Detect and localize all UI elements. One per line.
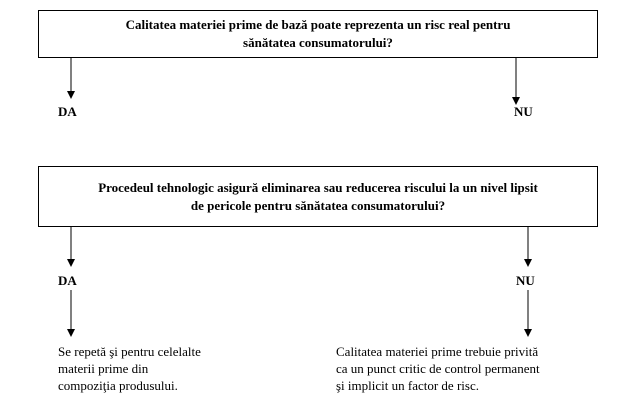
answer-1-no-label: NU: [514, 104, 533, 119]
question-1-line-1: Calitatea materiei prime de bază poate reprezenta un risc real pentru: [125, 17, 511, 32]
question-2-line-2: de pericole pentru sănătatea consumatorului?: [190, 197, 446, 213]
outcome-yes-text: Se repetă şi pentru celelalte materii prime din compoziţia produsului.: [58, 344, 201, 393]
answer-1-yes-label: DA: [58, 104, 77, 119]
answer-2-no-label: NU: [516, 273, 535, 288]
question-1-text: [126, 16, 511, 52]
answer-2-yes-label: DA: [58, 273, 77, 288]
question-2-line-1: Procedeul tehnologic asigură eliminarea sau reducerea riscului la un nivel lipsit: [98, 179, 538, 195]
outcome-no-text: Calitatea materiei prime trebuie privită ca un punct critic de control permanent şi implicit un factor de risc.: [336, 344, 540, 393]
question-2-text: [98, 179, 538, 215]
question-2-box: [38, 166, 598, 227]
question-1-box: [38, 10, 598, 58]
question-1-line-2: sănătatea consumatorului?: [243, 35, 393, 50]
